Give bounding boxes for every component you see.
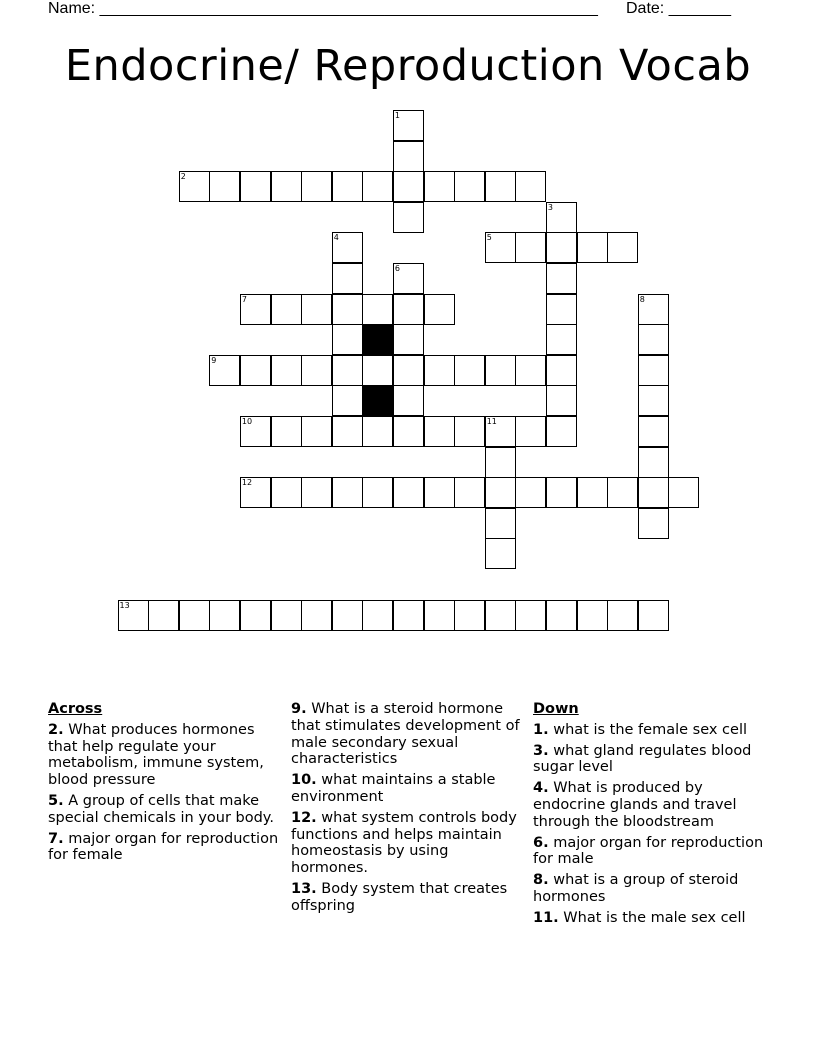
crossword-cell[interactable] — [515, 600, 546, 631]
across-clues-column-2 — [291, 701, 525, 919]
crossword-cell[interactable] — [546, 385, 577, 416]
crossword-cell[interactable] — [638, 294, 669, 325]
crossword-cell[interactable] — [546, 263, 577, 294]
clue-number: 11 — [486, 417, 497, 426]
crossword-cell[interactable] — [148, 600, 179, 631]
crossword-cell[interactable] — [485, 355, 516, 386]
crossword-cell[interactable] — [638, 355, 669, 386]
crossword-cell[interactable] — [393, 263, 424, 294]
crossword-cell[interactable] — [271, 477, 302, 508]
crossword-cell[interactable] — [209, 600, 240, 631]
crossword-cell[interactable] — [393, 355, 424, 386]
crossword-cell[interactable] — [607, 477, 638, 508]
crossword-cell[interactable] — [607, 600, 638, 631]
clue-number: 3 — [547, 202, 553, 212]
crossword-cell[interactable] — [393, 477, 424, 508]
crossword-cell[interactable] — [393, 171, 424, 202]
crossword-cell[interactable] — [577, 232, 608, 263]
crossword-cell[interactable] — [332, 477, 363, 508]
crossword-cell[interactable] — [424, 294, 455, 325]
crossword-cell[interactable] — [454, 355, 485, 386]
clue-number: 12 — [241, 478, 253, 488]
crossword-cell[interactable] — [454, 171, 485, 202]
down-clue-6: 6. major organ for reproduction for male — [533, 834, 764, 868]
crossword-cell[interactable] — [362, 600, 393, 631]
crossword-cell[interactable] — [577, 600, 608, 631]
crossword-cell[interactable] — [546, 416, 577, 447]
crossword-cell[interactable] — [301, 477, 332, 508]
crossword-cell[interactable] — [393, 385, 424, 416]
across-clue-13: 13. Body system that creates offspring — [291, 880, 508, 914]
clue-number: 13 — [119, 600, 130, 610]
black-cell — [362, 385, 393, 416]
clue-number: 7 — [241, 294, 247, 304]
crossword-cell[interactable] — [301, 294, 332, 325]
crossword-cell[interactable] — [209, 171, 240, 202]
crossword-cell[interactable] — [638, 416, 669, 447]
crossword-cell[interactable] — [515, 416, 546, 447]
crossword-cell[interactable] — [546, 294, 577, 325]
crossword-cell[interactable] — [301, 416, 332, 447]
crossword-cell[interactable] — [485, 508, 516, 539]
crossword-cell[interactable] — [485, 600, 516, 631]
crossword-cell[interactable] — [362, 416, 393, 447]
crossword-cell[interactable] — [515, 355, 546, 386]
clue-number: 9 — [211, 355, 217, 365]
crossword-cell[interactable] — [393, 416, 424, 447]
crossword-cell[interactable] — [179, 171, 210, 202]
crossword-cell[interactable] — [332, 416, 363, 447]
crossword-cell[interactable] — [424, 171, 455, 202]
crossword-cell[interactable] — [209, 355, 240, 386]
across-heading: Across — [48, 701, 103, 717]
crossword-cell[interactable] — [515, 232, 546, 263]
crossword-cell[interactable] — [668, 477, 699, 508]
crossword-cell[interactable] — [454, 416, 485, 447]
clue-number: 10 — [241, 417, 253, 426]
down-clue-4: 4. What is produced by endocrine glands and travel through the bloodstream — [533, 780, 737, 830]
across-clue-2: 2. What produces hormones that help regulate your metabolism, immune system, blood pressure — [48, 721, 264, 789]
crossword-cell[interactable] — [424, 477, 455, 508]
crossword-cell[interactable] — [332, 232, 363, 263]
black-cell — [362, 324, 393, 355]
clue-number: 5 — [486, 233, 492, 243]
crossword-cell[interactable] — [271, 294, 302, 325]
crossword-cell[interactable] — [240, 600, 271, 631]
crossword-cell[interactable] — [638, 385, 669, 416]
across-clue-12: 12. what system controls body functions and helps maintain homeostasis by using hormones. — [291, 809, 517, 877]
crossword-cell[interactable] — [515, 477, 546, 508]
crossword-cell[interactable] — [271, 600, 302, 631]
crossword-cell[interactable] — [301, 600, 332, 631]
crossword-cell[interactable] — [485, 477, 516, 508]
crossword-cell[interactable] — [546, 202, 577, 233]
crossword-cell[interactable] — [546, 324, 577, 355]
date-label: Date: _______ — [626, 0, 731, 17]
clue-number: 8 — [639, 294, 645, 304]
crossword-cell[interactable] — [546, 600, 577, 631]
crossword-cell[interactable] — [515, 171, 546, 202]
crossword-cell[interactable] — [393, 110, 424, 141]
crossword-cell[interactable] — [638, 447, 669, 478]
page-title: Endocrine/ Reproduction Vocab — [64, 41, 752, 91]
across-clue-7: 7. major organ for reproduction for female — [48, 830, 279, 864]
crossword-cell[interactable] — [424, 416, 455, 447]
crossword-cell[interactable] — [607, 232, 638, 263]
down-clue-3: 3. what gland regulates blood sugar level — [533, 742, 752, 776]
crossword-cell[interactable] — [485, 171, 516, 202]
crossword-cell[interactable] — [485, 416, 516, 447]
crossword-cell[interactable] — [362, 294, 393, 325]
crossword-cell[interactable] — [332, 263, 363, 294]
crossword-cell[interactable] — [332, 294, 363, 325]
across-clue-5: 5. A group of cells that make special chemicals in your body. — [48, 792, 274, 826]
crossword-cell[interactable] — [271, 171, 302, 202]
crossword-cell[interactable] — [424, 600, 455, 631]
across-clues-column-1 — [48, 701, 280, 868]
crossword-cell[interactable] — [393, 600, 424, 631]
down-clue-8: 8. what is a group of steroid hormones — [533, 872, 739, 905]
crossword-cell[interactable] — [240, 355, 271, 386]
crossword-cell[interactable] — [332, 355, 363, 386]
clue-number: 6 — [394, 264, 400, 273]
crossword-cell[interactable] — [240, 171, 271, 202]
crossword-cell[interactable] — [485, 538, 516, 569]
across-clue-9: 9. What is a steroid hormone that stimulates development of male secondary sexual characteristics — [291, 701, 520, 768]
crossword-cell[interactable] — [240, 294, 271, 325]
clue-number: 4 — [333, 233, 339, 243]
crossword-cell[interactable] — [454, 477, 485, 508]
crossword-cell[interactable] — [301, 355, 332, 386]
crossword-cell[interactable] — [577, 477, 608, 508]
crossword-cell[interactable] — [546, 477, 577, 508]
crossword-cell[interactable] — [179, 600, 210, 631]
crossword-cell[interactable] — [393, 324, 424, 355]
crossword-cell[interactable] — [393, 141, 424, 172]
crossword-cell[interactable] — [393, 294, 424, 325]
crossword-cell[interactable] — [546, 232, 577, 263]
crossword-cell[interactable] — [362, 477, 393, 508]
name-label: Name: ________________________________________________________ — [48, 0, 598, 17]
down-heading: Down — [533, 701, 579, 717]
crossword-cell[interactable] — [332, 600, 363, 631]
down-clues-column — [533, 701, 773, 931]
crossword-cell[interactable] — [332, 324, 363, 355]
clue-number: 1 — [394, 111, 400, 120]
crossword-cell[interactable] — [362, 171, 393, 202]
crossword-cell[interactable] — [271, 416, 302, 447]
crossword-cell[interactable] — [362, 355, 393, 386]
crossword-cell[interactable] — [240, 416, 271, 447]
crossword-cell[interactable] — [485, 232, 516, 263]
crossword-cell[interactable] — [638, 508, 669, 539]
crossword-cell[interactable] — [332, 385, 363, 416]
crossword-cell[interactable] — [485, 447, 516, 478]
crossword-cell[interactable] — [638, 600, 669, 631]
down-clue-11: 11. What is the male sex cell — [533, 909, 746, 926]
crossword-cell[interactable] — [638, 477, 669, 508]
crossword-cell[interactable] — [546, 355, 577, 386]
crossword-cell[interactable] — [454, 600, 485, 631]
crossword-cell[interactable] — [301, 171, 332, 202]
crossword-cell[interactable] — [393, 202, 424, 233]
crossword-cell[interactable] — [332, 171, 363, 202]
crossword-cell[interactable] — [118, 600, 149, 631]
crossword-cell[interactable] — [271, 355, 302, 386]
clue-number: 2 — [180, 172, 186, 182]
crossword-cell[interactable] — [638, 324, 669, 355]
across-clue-10: 10. what maintains a stable environment — [291, 772, 496, 805]
crossword-cell[interactable] — [240, 477, 271, 508]
down-clue-1: 1. what is the female sex cell — [533, 721, 748, 738]
crossword-cell[interactable] — [424, 355, 455, 386]
